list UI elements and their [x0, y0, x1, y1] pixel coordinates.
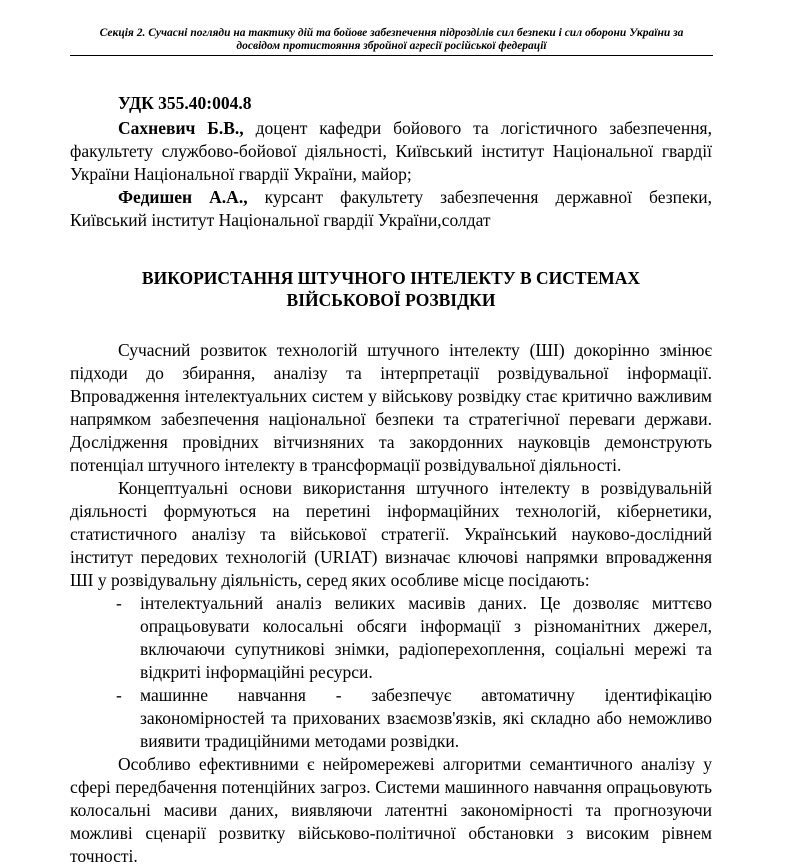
udk-code: УДК 355.40:004.8: [118, 93, 252, 113]
list-dash: -: [116, 593, 122, 613]
list-dash: -: [116, 685, 122, 705]
author-1-name: Сахневич Б.В.,: [118, 118, 244, 138]
article-title-line-1: ВИКОРИСТАННЯ ШТУЧНОГО ІНТЕЛЕКТУ В СИСТЕМАХ: [141, 268, 641, 288]
paragraph-2: Концептуальні основи використання штучного інтелекту в розвідувальній діяльності формуються на перетині інформаційних технологій, кібернетики, статистичного аналізу та військової стратегії. Український науково-дослідний інститут передових технологій (URIAT) визначає ключові напрямки впровадження ШІ у розвідувальну діяльність, серед яких особливе місце посідають:: [70, 478, 712, 590]
running-header: [70, 27, 713, 53]
paragraph-3: Особливо ефективними є нейромережеві алгоритми семантичного аналізу у сфері передбачення потенційних загроз. Системи машинного навчання опрацьовують колосальні масиви даних, виявляючи латентні закономірності та прогнозуючи можливі сценарії розвитку військово-політичної обстановки з високим рівнем точності.: [70, 754, 712, 866]
author-2: [70, 186, 712, 232]
article-title: [70, 267, 712, 311]
author-1-info: доцент кафедри бойового та логістичного забезпечення, факультету службово-бойової діяльності, Київський інститут Національної гвардії України Національної гвардії України, майор;: [70, 118, 712, 184]
author-2-info: курсант факультету забезпечення державної безпеки, Київський інститут Національної гвардії України,солдат: [70, 187, 713, 230]
list-item: [70, 684, 712, 753]
author-2-name: Федишен А.А.,: [118, 187, 248, 207]
list-item: [70, 592, 712, 684]
paragraph-1: Сучасний розвиток технологій штучного інтелекту (ШІ) докорінно змінює підходи до збирання, аналізу та інтерпретації розвідувальної інформації. Впровадження інтелектуальних систем у військову розвідку стає критично важливим напрямком забезпечення національної безпеки та стратегічної переваги держави. Дослідження провідних вітчизняних та закордонних науковців демонструють потенціал штучного інтелекту в трансформації розвідувальної діяльності.: [70, 340, 712, 475]
list-item-text: машинне навчання - забезпечує автоматичну ідентифікацію закономірностей та прихованих взаємозв'язків, які складно або неможливо виявити традиційними методами розвідки.: [140, 685, 712, 751]
list-item-text: інтелектуальний аналіз великих масивів даних. Це дозволяє миттєво опрацьовувати колосальні обсяги інформації з різноманітних джерел, включаючи супутникові знімки, радіоперехоплення, соціальні мережі та відкриті інформаційні ресурси.: [140, 593, 712, 682]
author-1: [70, 117, 712, 186]
running-header-line-2: досвідом протистояння збройної агресії російської федерації: [236, 40, 547, 52]
running-header-line-1: Секція 2. Сучасні погляди на тактику дій та бойове забезпечення підрозділів сил безпеки і сил оборони України за: [99, 27, 684, 39]
header-divider: [70, 55, 713, 56]
article-title-line-2: ВІЙСЬКОВОЇ РОЗВІДКИ: [286, 290, 496, 310]
direction-list: [70, 592, 712, 753]
article-body: [70, 92, 712, 868]
